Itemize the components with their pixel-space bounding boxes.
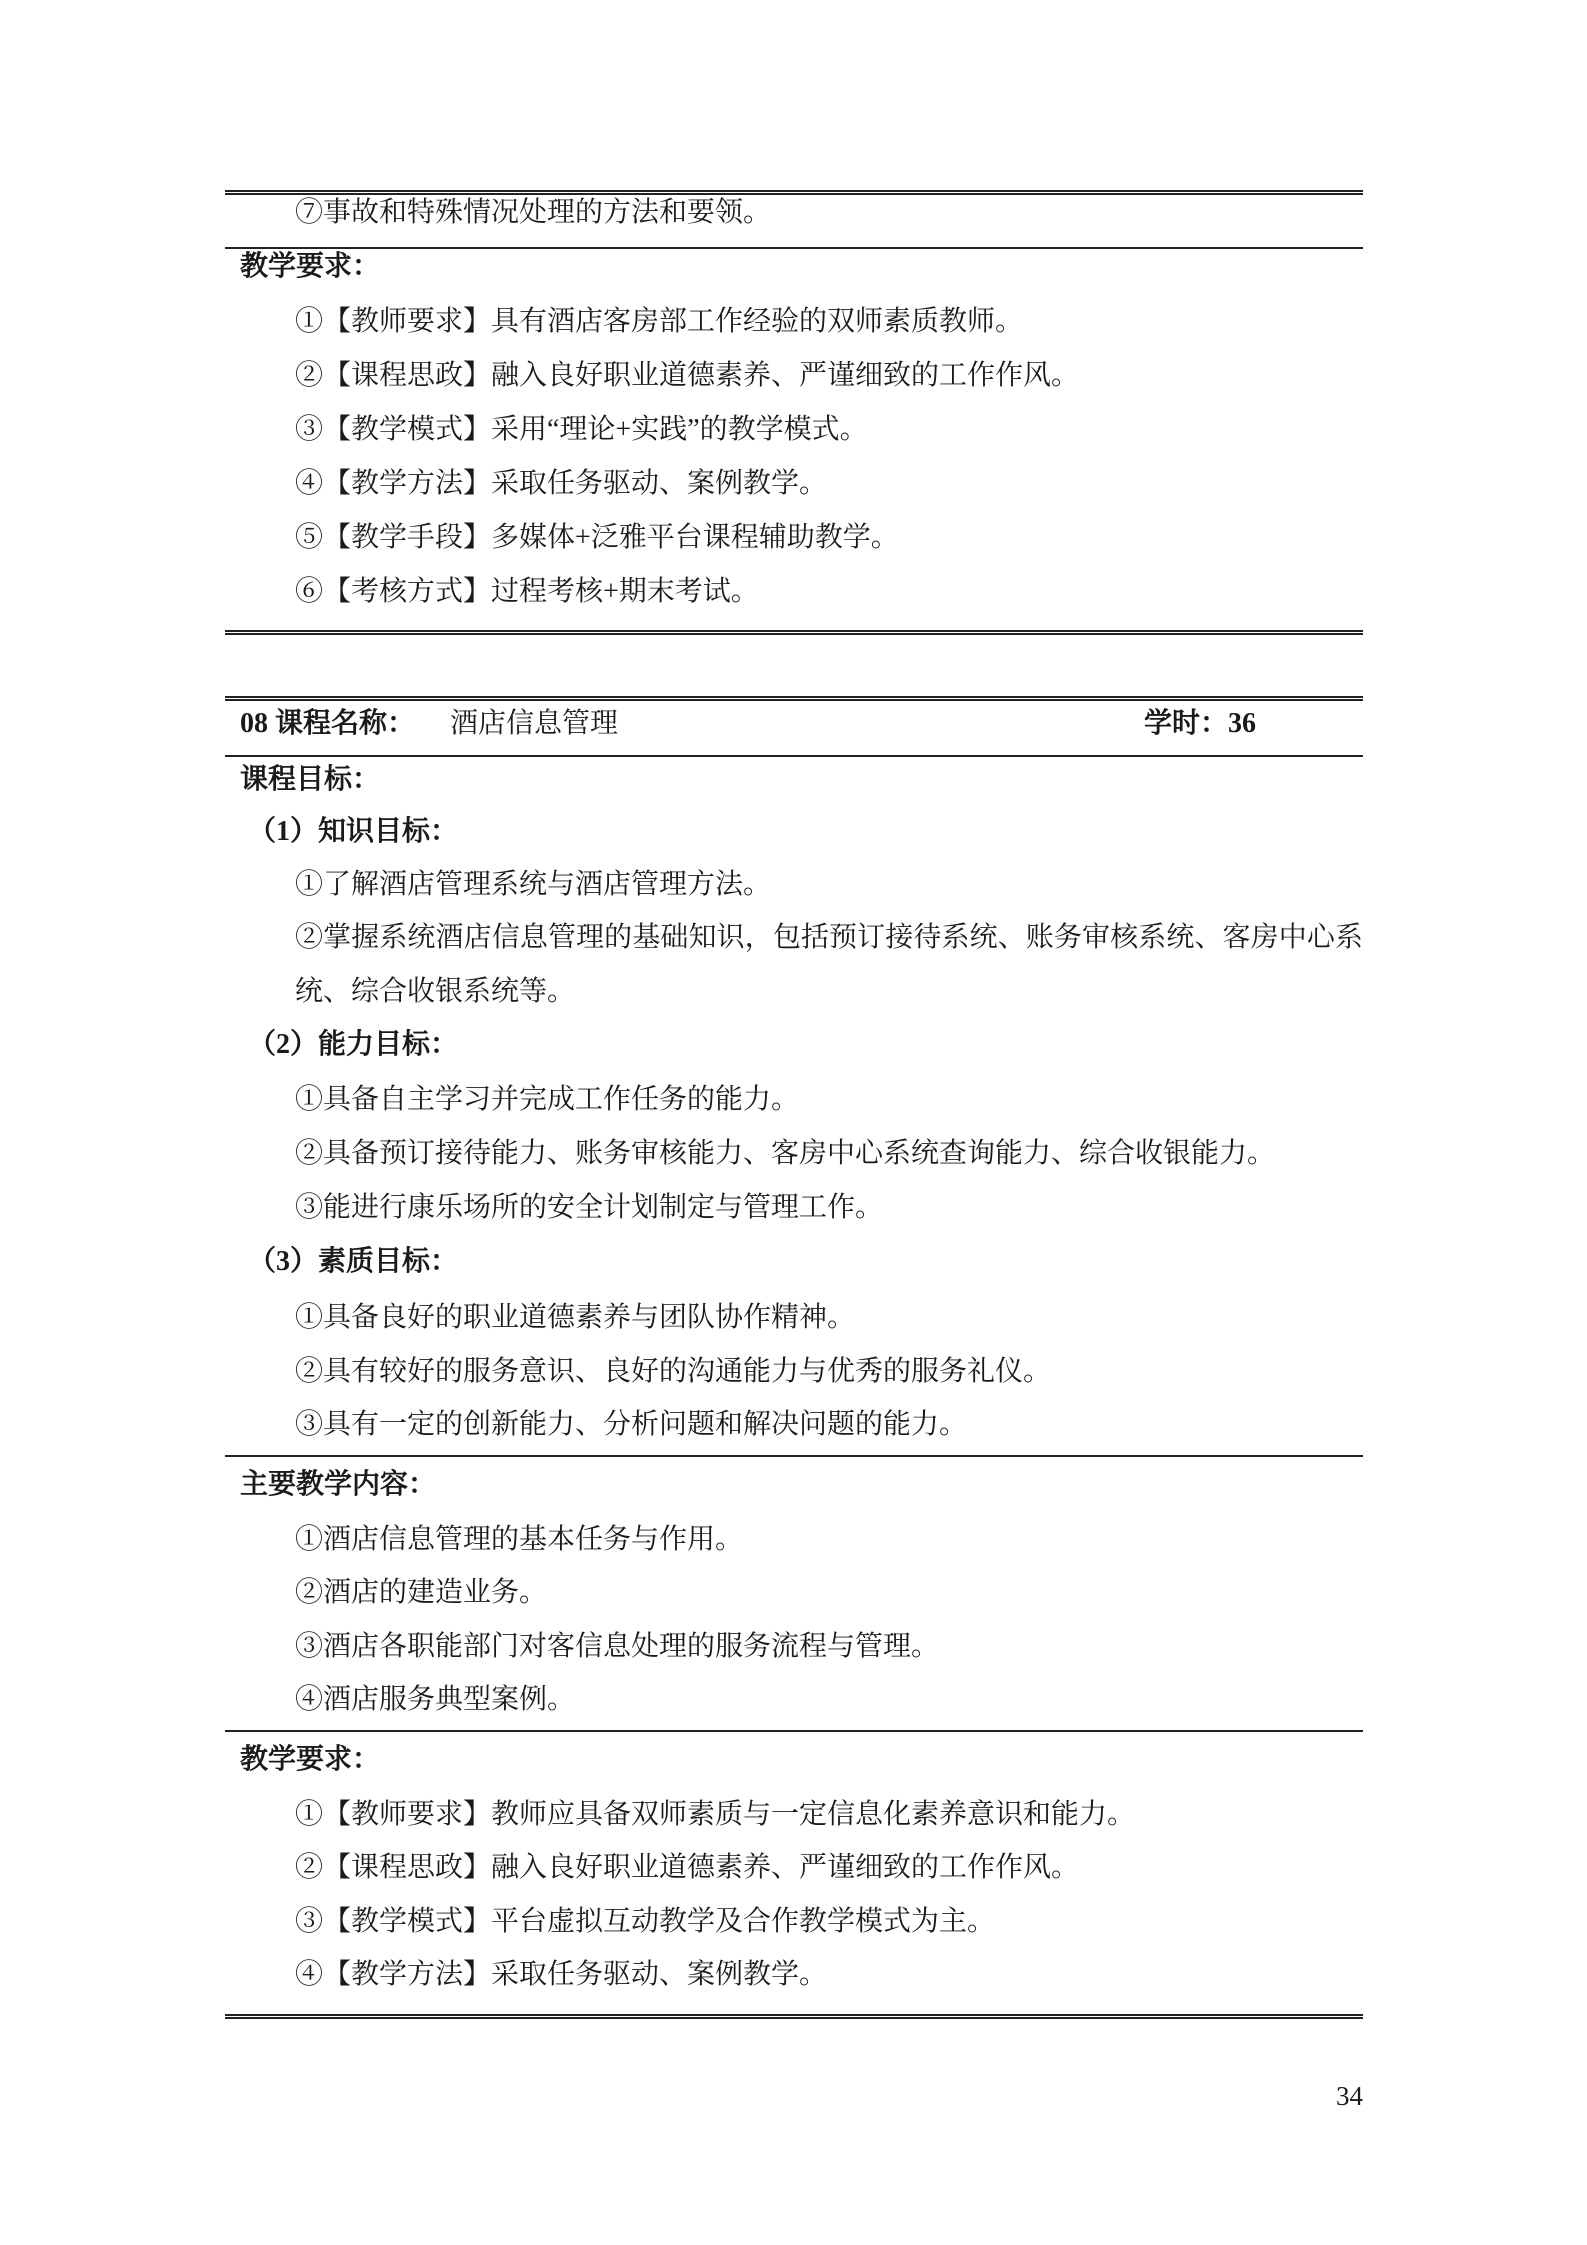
section-bottom-double-rule	[225, 630, 1363, 635]
teaching-requirement-item: ③【教学模式】采用“理论+实践”的教学模式。	[295, 414, 868, 445]
teaching-requirement-item: ⑤【教学手段】多媒体+泛雅平台课程辅助教学。	[295, 522, 899, 553]
teaching-requirements-divider-rule	[225, 1730, 1363, 1732]
main-content-item: ①酒店信息管理的基本任务与作用。	[295, 1524, 744, 1555]
teaching-requirement-item: ②【课程思政】融入良好职业道德素养、严谨细致的工作作风。	[295, 360, 1080, 391]
course-name: 酒店信息管理	[450, 708, 619, 739]
course-objectives-heading: 课程目标：	[240, 764, 381, 795]
objective-item: ①具备良好的职业道德素养与团队协作精神。	[295, 1302, 856, 1333]
objective-group-heading: （1）知识目标：	[248, 816, 459, 847]
teaching-requirements-heading: 教学要求：	[240, 1744, 381, 1775]
section-divider-rule	[225, 247, 1363, 249]
teaching-requirement-item: ③【教学模式】平台虚拟互动教学及合作教学模式为主。	[295, 1906, 996, 1937]
objective-item: ①具备自主学习并完成工作任务的能力。	[295, 1084, 800, 1115]
objective-item: ③能进行康乐场所的安全计划制定与管理工作。	[295, 1192, 884, 1223]
main-content-item: ②酒店的建造业务。	[295, 1577, 548, 1608]
course-number-label: 08 课程名称：	[240, 708, 416, 739]
objective-item: ②掌握系统酒店信息管理的基础知识，包括预订接待系统、账务审核系统、客房中心系统、综合收银系统等。	[295, 922, 1363, 1007]
teaching-requirement-item: ④【教学方法】采取任务驱动、案例教学。	[295, 468, 828, 499]
objective-item: ②具有较好的服务意识、良好的沟通能力与优秀的服务礼仪。	[295, 1356, 1052, 1387]
objective-item: ③具有一定的创新能力、分析问题和解决问题的能力。	[295, 1409, 968, 1440]
objective-item: ①了解酒店管理系统与酒店管理方法。	[295, 869, 772, 900]
objective-item: ②具备预订接待能力、账务审核能力、客房中心系统查询能力、综合收银能力。	[295, 1138, 1276, 1169]
teaching-requirement-item: ④【教学方法】采取任务驱动、案例教学。	[295, 1959, 828, 1990]
objective-group-heading: （3）素质目标：	[248, 1246, 459, 1277]
course-header-bottom-rule	[225, 755, 1363, 757]
teaching-requirement-item: ①【教师要求】教师应具备双师素质与一定信息化素养意识和能力。	[295, 1799, 1136, 1830]
teaching-requirement-item: ⑥【考核方式】过程考核+期末考试。	[295, 576, 759, 607]
teaching-requirement-item: ②【课程思政】融入良好职业道德素养、严谨细致的工作作风。	[295, 1852, 1080, 1883]
hours-value: 36	[1228, 708, 1257, 739]
page-number: 34	[1336, 2081, 1363, 2111]
main-content-item: ④酒店服务典型案例。	[295, 1684, 576, 1715]
course-hours	[1144, 697, 1256, 751]
course-block-bottom-double-rule	[225, 2014, 1363, 2019]
teaching-requirements-heading: 教学要求：	[240, 251, 381, 282]
objective-group-heading: （2）能力目标：	[248, 1029, 459, 1060]
main-content-divider-rule	[225, 1455, 1363, 1457]
teaching-requirement-item: ①【教师要求】具有酒店客房部工作经验的双师素质教师。	[295, 306, 1024, 337]
main-content-item: ③酒店各职能部门对客信息处理的服务流程与管理。	[295, 1631, 940, 1662]
main-content-heading: 主要教学内容：	[240, 1469, 437, 1500]
content-item: ⑦事故和特殊情况处理的方法和要领。	[295, 197, 772, 228]
hours-label: 学时：	[1144, 708, 1229, 739]
